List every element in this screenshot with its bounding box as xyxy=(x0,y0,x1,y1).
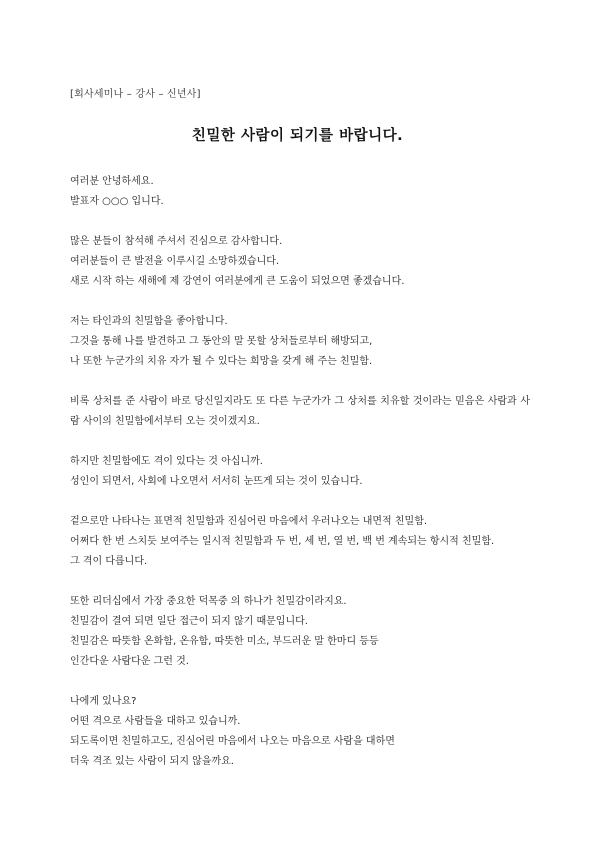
paragraph-leadership xyxy=(70,592,530,672)
page-title: 친밀한 사람이 되기를 바랍니다. xyxy=(191,128,404,144)
text-line: 더욱 격조 있는 사람이 되지 않을까요. xyxy=(70,756,234,767)
text-line: 어떤 격으로 사람들을 대하고 있습니까. xyxy=(70,716,241,727)
text-line: 하지만 친밀함에도 격이 있다는 것 아십니까. xyxy=(70,456,263,467)
text-line: 많은 분들이 참석해 주셔서 진심으로 감사합니다. xyxy=(70,236,283,247)
text-line: 그 격이 다릅니다. xyxy=(70,556,148,567)
text-line: 성인이 되면서, 사회에 나오면서 서서히 눈뜨게 되는 것이 있습니다. xyxy=(70,476,363,487)
header-tag: [회사세미나 – 강사 – 신년사] xyxy=(70,89,201,100)
text-line: 나에게 있나요? xyxy=(70,696,137,707)
text-line: 여러분들이 큰 발전을 이루시길 소망하겠습니다. xyxy=(70,256,280,267)
paragraph-intimacy xyxy=(70,312,530,372)
paragraph-types xyxy=(70,512,530,572)
text-line: 겉으로만 나타나는 표면적 친밀함과 진심어린 마음에서 우러나오는 내면적 친밀함. xyxy=(70,516,428,527)
text-line: 여러분 안녕하세요. xyxy=(70,176,154,187)
paragraph-levels xyxy=(70,452,530,492)
text-line: 새로 시작 하는 새해에 제 강연이 여러분에게 큰 도움이 되었으면 좋겠습니다. xyxy=(70,276,405,287)
text-line: 비록 상처를 준 사람이 바로 당신일지라도 또 다른 누군가가 그 상처를 치유할 것이라는 믿음은 사람과 사람 사이의 친밀함에서부터 오는 것이겠지요. xyxy=(70,396,530,427)
paragraph-greeting xyxy=(70,172,530,212)
text-line: 저는 타인과의 친밀함을 좋아합니다. xyxy=(70,316,228,327)
text-line: 친밀감은 따뜻함 온화함, 온유함, 따뜻한 미소, 부드러운 말 한마디 등등 xyxy=(70,636,379,647)
text-line: 친밀감이 결여 되면 일단 접근이 되지 않기 때문입니다. xyxy=(70,616,308,627)
paragraph-thanks xyxy=(70,232,530,292)
text-line: 그것을 통해 나를 발견하고 그 동안의 말 못할 상처들로부터 해방되고, xyxy=(70,336,373,347)
text-line: 인간다운 사람다운 그런 것. xyxy=(70,656,189,667)
text-line: 어쩌다 한 번 스치듯 보여주는 일시적 친밀함과 두 번, 세 번, 열 번, 백 번 계속되는 항시적 친밀함. xyxy=(70,536,495,547)
text-line: 또한 리더십에서 가장 중요한 덕목중 의 하나가 친밀감이라지요. xyxy=(70,596,347,607)
paragraph-closing xyxy=(70,692,530,772)
document-body xyxy=(70,172,530,792)
paragraph-healing xyxy=(70,392,530,432)
text-line: 되도록이면 친밀하고도, 진심어린 마음에서 나오는 마음으로 사람을 대하면 xyxy=(70,736,395,747)
text-line: 나 또한 누군가의 치유 자가 될 수 있다는 희망을 갖게 해 주는 친밀함. xyxy=(70,356,373,367)
text-line: 발표자 ○○○ 입니다. xyxy=(70,196,164,207)
